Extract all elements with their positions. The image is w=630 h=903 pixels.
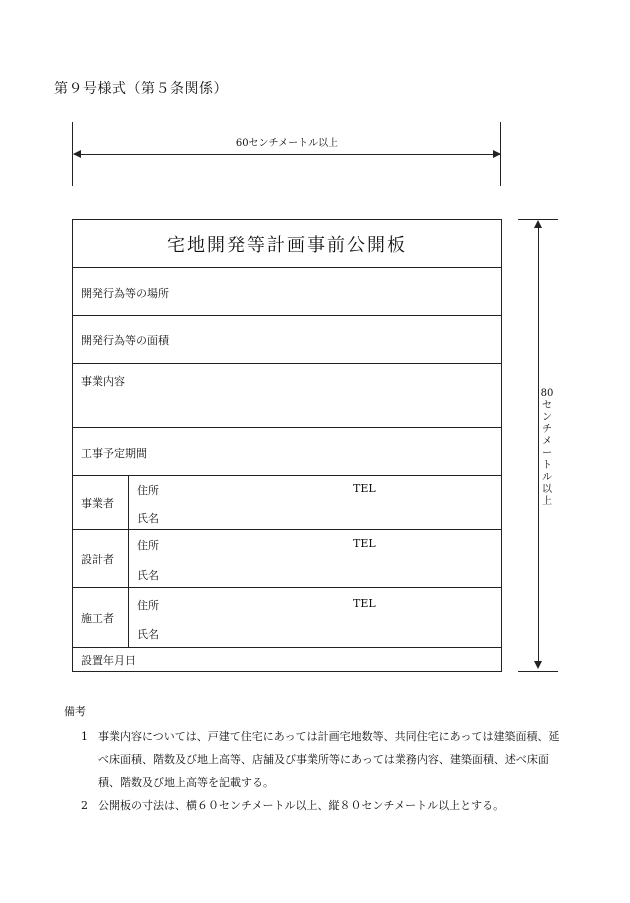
party-tel-label: TEL [353,537,376,550]
content-label: 事業内容 [81,375,125,388]
installation-date-row [73,648,501,670]
site-row [73,268,501,316]
party-role: 施工者 [73,588,129,647]
remark-text: 事業内容については、戸建て住宅にあっては計画宅地数等、共同住宅にあっては建築面積、延べ床面積、階数及び地上高等、店舗及び事業所等にあっては業務内容、建築面積、述べ床面積、階数及び地上高等を記載する。 [98,730,560,789]
notice-board [72,219,502,672]
party-address-label: 住所 [137,539,159,552]
arrow-left-icon [73,150,81,158]
remarks [64,700,564,817]
arrow-right-icon [493,150,501,158]
party-name-label: 氏名 [137,512,159,525]
period-row [73,428,501,476]
site-label: 開発行為等の場所 [81,287,169,300]
party-address-label: 住所 [137,484,159,497]
remark-number: 2 [81,799,88,812]
party-tel-label: TEL [353,597,376,610]
period-label: 工事予定期間 [81,447,147,460]
remark-item [64,794,564,817]
remark-number: 1 [81,730,88,743]
installation-date-label: 設置年月日 [81,654,136,667]
height-dimension-label: 80センチメートル以上 [540,388,554,507]
party-row-designer [73,530,501,588]
party-name-label: 氏名 [137,628,159,641]
remarks-heading: 備考 [64,705,86,718]
board-title: 宅地開発等計画事前公開板 [73,220,501,268]
area-row [73,316,501,364]
arrow-down-icon [534,661,542,669]
party-role: 設計者 [73,530,129,587]
area-label: 開発行為等の面積 [81,334,169,347]
width-dimension-label: 60センチメートル以上 [235,138,339,149]
party-role: 事業者 [73,476,129,529]
party-row-developer [73,476,501,530]
arrow-up-icon [534,220,542,228]
party-name-label: 氏名 [137,569,159,582]
width-dimension-line [74,154,500,155]
party-address-label: 住所 [137,599,159,612]
content-row [73,364,501,428]
remark-item [64,725,564,794]
remark-text: 公開板の寸法は、横６０センチメートル以上、縦８０センチメートル以上とする。 [98,799,505,812]
party-row-contractor [73,588,501,648]
height-bottom-extension-line [518,671,558,672]
party-tel-label: TEL [353,482,376,495]
form-number-title: 第９号様式（第５条関係） [54,81,228,97]
